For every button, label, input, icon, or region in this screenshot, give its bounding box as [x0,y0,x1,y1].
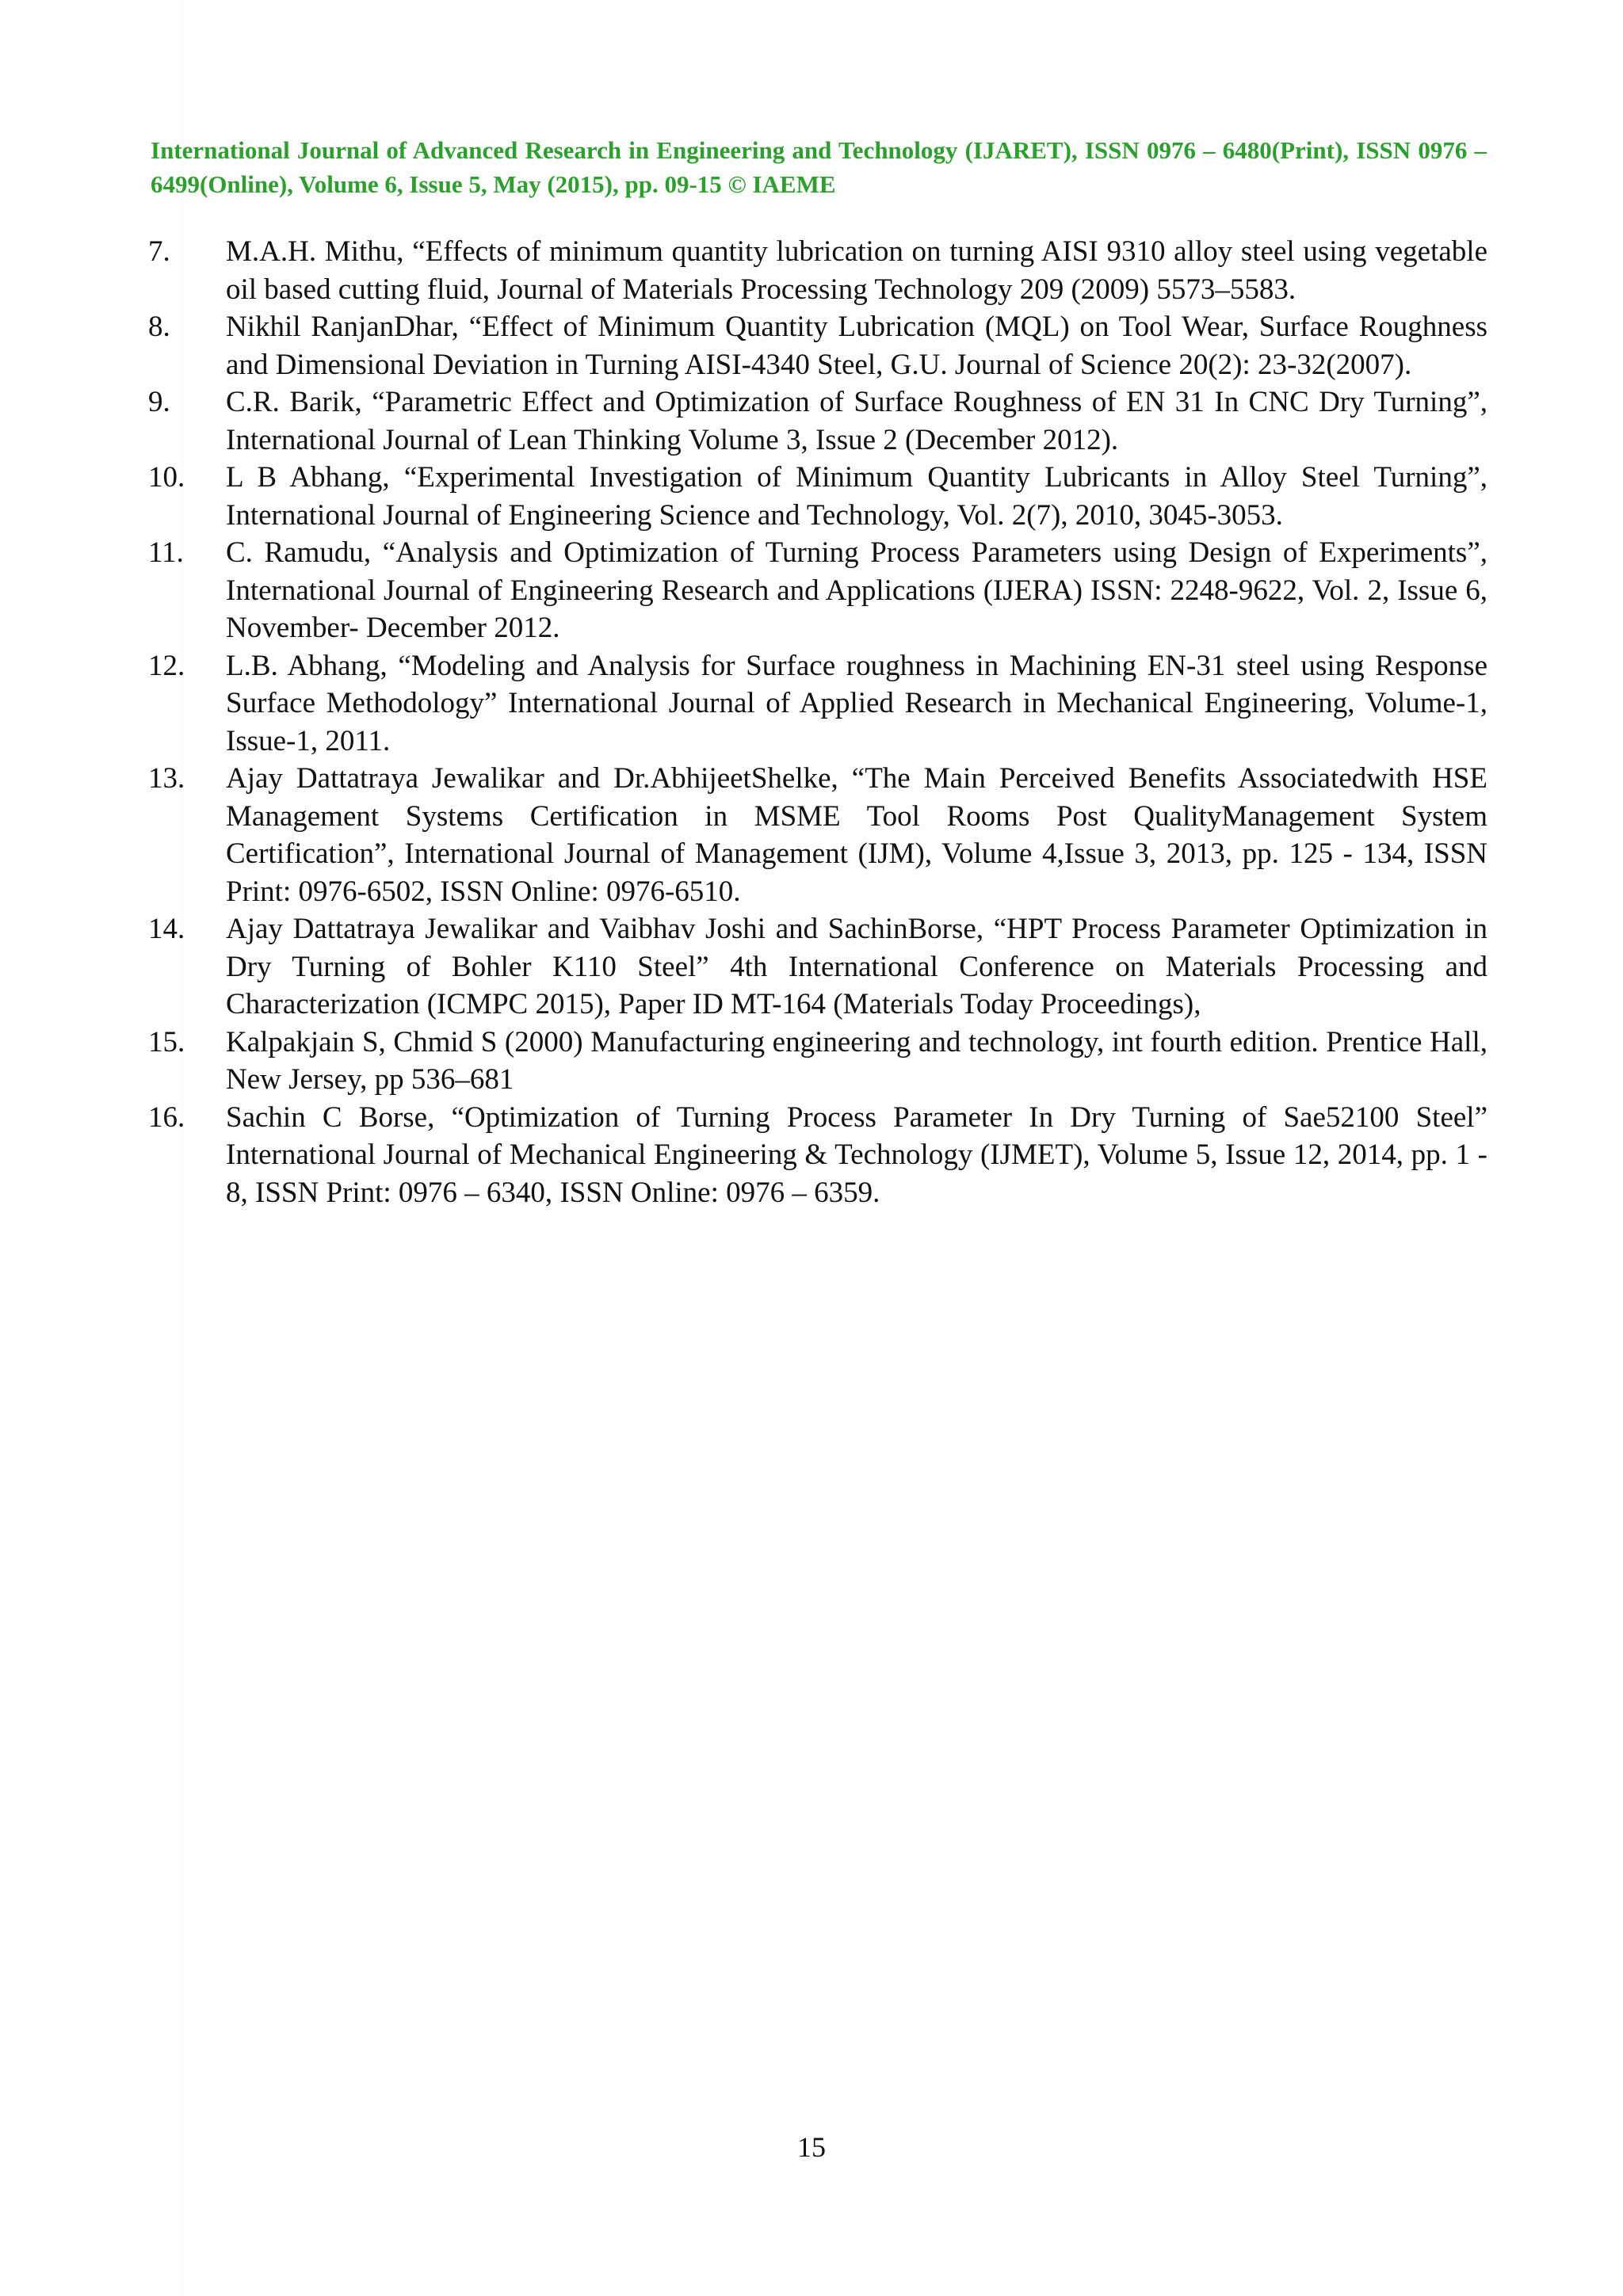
reference-number: 7. [148,235,170,268]
reference-text: Nikhil RanjanDhar, “Effect of Minimum Quantity Lubrication (MQL) on Tool Wear, Surface Roughness and Dimensional Deviation in Turning AISI-4340 Steel, G.U. Journal of Science 20(2): 23-32(2007). [226,311,1487,381]
reference-text: L B Abhang, “Experimental Investigation of Minimum Quantity Lubricants in Alloy Steel Turning”, International Journal of Engineering Science and Technology, Vol. 2(7), 2010, 3045-3053. [226,461,1487,532]
reference-number: 12. [148,649,185,682]
page-number: 15 [797,2131,826,2163]
reference-item [148,308,1487,383]
reference-item [148,1024,1487,1099]
reference-item [148,760,1487,910]
reference-number: 15. [148,1025,185,1058]
reference-item [148,647,1487,761]
reference-number: 10. [148,461,185,494]
reference-item [148,1099,1487,1212]
reference-item [148,383,1487,459]
reference-item [148,910,1487,1024]
reference-text: C.R. Barik, “Parametric Effect and Optimization of Surface Roughness of EN 31 In CNC Dry Turning”, International Journal of Lean Thinking Volume 3, Issue 2 (December 2012). [226,386,1487,456]
reference-list [148,233,1487,1211]
reference-number: 11. [148,536,184,569]
reference-text: Ajay Dattatraya Jewalikar and Vaibhav Joshi and SachinBorse, “HPT Process Parameter Optimization in Dry Turning of Bohler K110 Steel” 4th International Conference on Materials Processing and Characterization (ICMPC 2015), Paper ID MT-164 (Materials Today Proceedings), [226,913,1487,1020]
reference-number: 14. [148,913,185,945]
reference-text: Kalpakjain S, Chmid S (2000) Manufacturing engineering and technology, int fourth edition. Prentice Hall, New Jersey, pp 536–681 [226,1025,1487,1096]
reference-number: 9. [148,386,170,418]
reference-item [148,459,1487,534]
reference-item [148,233,1487,308]
reference-item [148,534,1487,647]
reference-text: L.B. Abhang, “Modeling and Analysis for Surface roughness in Machining EN-31 steel using Response Surface Methodology” International Journal of Applied Research in Mechanical Engineering, Volume-1, Issue-1, 2011. [226,649,1487,757]
reference-text: C. Ramudu, “Analysis and Optimization of Turning Process Parameters using Design of Experiments”, International Journal of Engineering Research and Applications (IJERA) ISSN: 2248-9622, Vol. 2, Issue 6, November- December 2012. [226,536,1487,644]
reference-text: M.A.H. Mithu, “Effects of minimum quantity lubrication on turning AISI 9310 alloy steel using vegetable oil based cutting fluid, Journal of Materials Processing Technology 209 (2009) 5573–5583. [226,235,1487,306]
reference-number: 16. [148,1100,185,1134]
reference-text: Ajay Dattatraya Jewalikar and Dr.AbhijeetShelke, “The Main Perceived Benefits Associatedwith HSE Management Systems Certification in MSME Tool Rooms Post QualityManagement System Certification”, International Journal of Management (IJM), Volume 4,Issue 3, 2013, pp. 125 - 134, ISSN Print: 0976-6502, ISSN Online: 0976-6510. [226,762,1487,908]
reference-number: 8. [148,311,170,343]
journal-header: International Journal of Advanced Research in Engineering and Technology (IJARET), ISSN 0976 – 6480(Print), ISSN 0976 – 6499(Online), Volume 6, Issue 5, May (2015), pp. 09-15 © IAEME [151,136,1487,198]
reference-number: 13. [148,762,185,795]
reference-text: Sachin C Borse, “Optimization of Turning Process Parameter In Dry Turning of Sae52100 Steel” International Journal of Mechanical Engineering & Technology (IJMET), Volume 5, Issue 12, 2014, pp. 1 - 8, ISSN Print: 0976 – 6340, ISSN Online: 0976 – 6359. [226,1100,1487,1209]
